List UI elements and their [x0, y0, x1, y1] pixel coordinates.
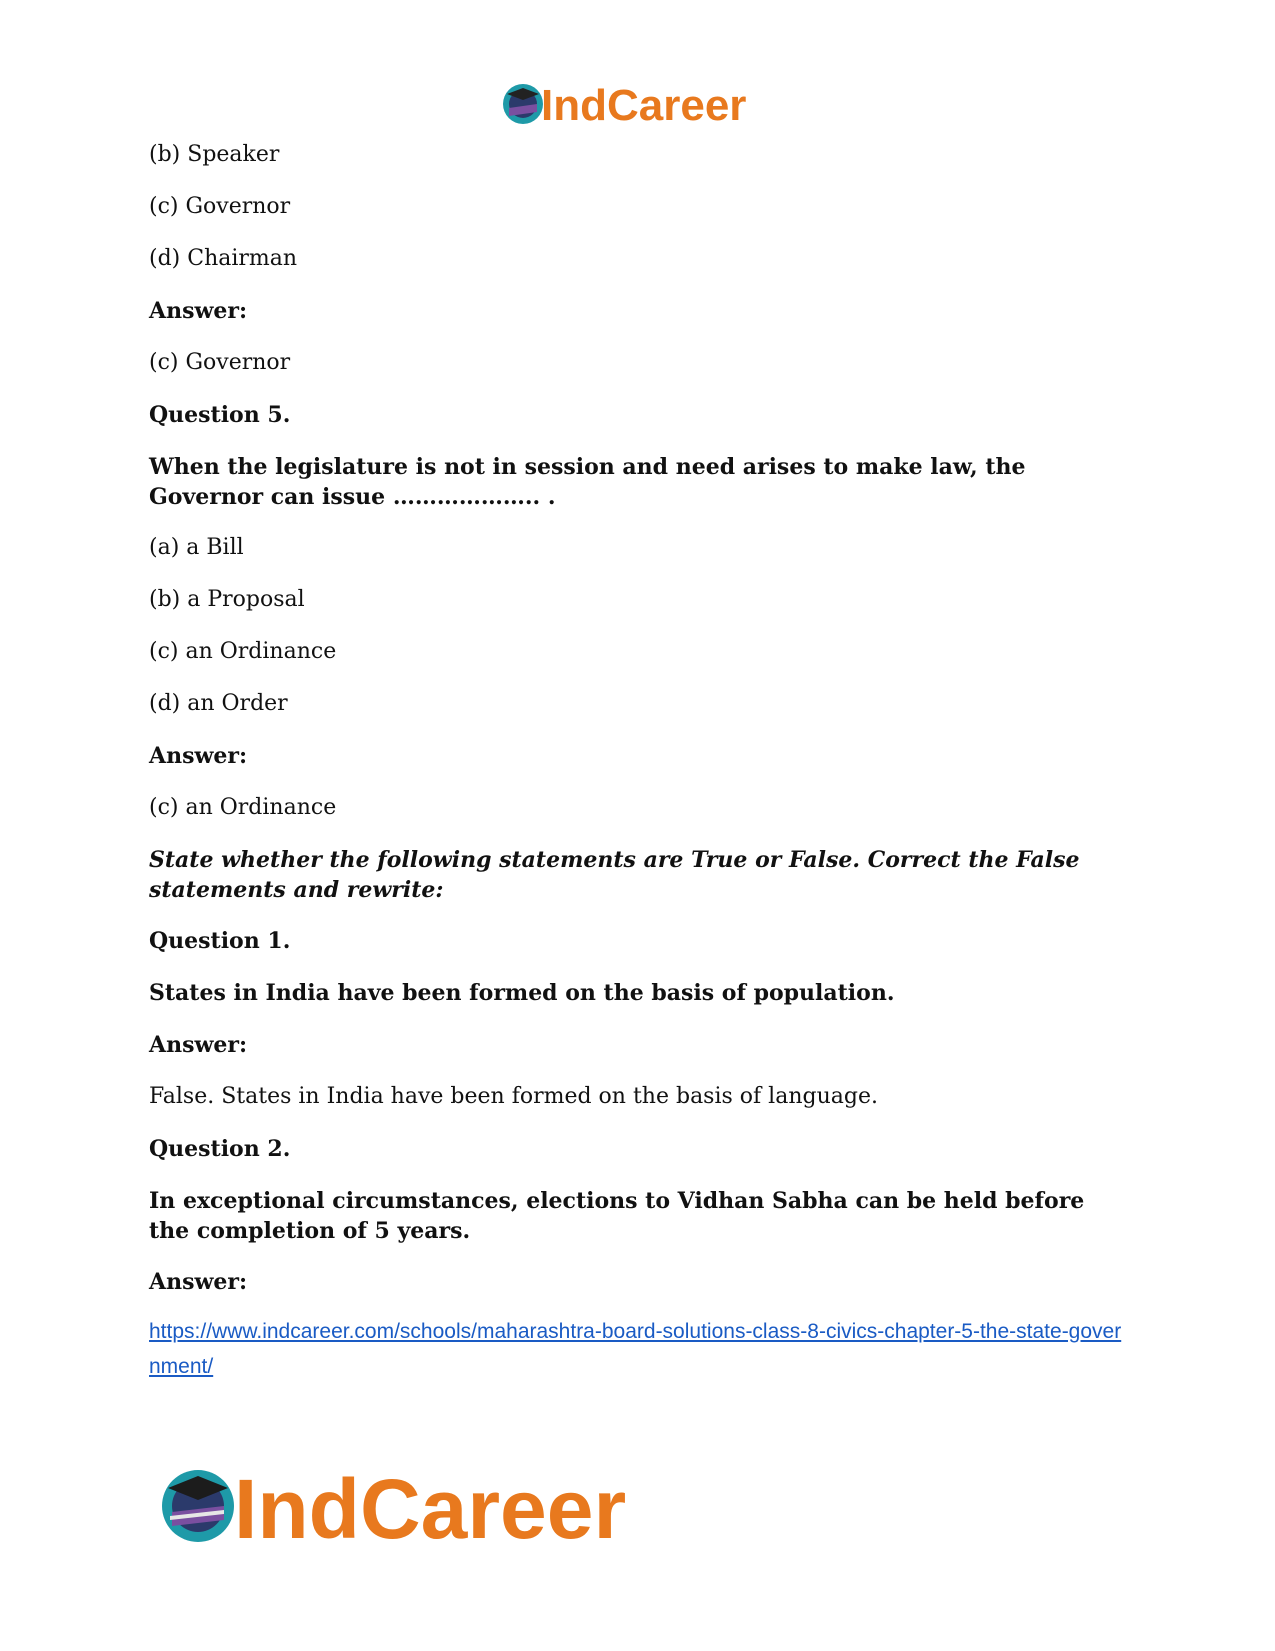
answer-label: Answer: — [149, 1269, 248, 1295]
option-c-ordinance: (c) an Ordinance — [149, 639, 337, 664]
answer-label: Answer: — [149, 298, 248, 324]
answer-text: (c) an Ordinance — [149, 795, 337, 820]
indcareer-logo-top-graphic — [501, 78, 773, 130]
indcareer-logo-top — [501, 78, 773, 130]
option-d-order: (d) an Order — [149, 691, 288, 716]
logo-bottom-wordmark: IndCareer — [234, 1462, 627, 1550]
option-d-chairman: (d) Chairman — [149, 246, 298, 271]
answer-label: Answer: — [149, 743, 248, 769]
option-b-speaker: (b) Speaker — [149, 142, 280, 167]
option-b-proposal: (b) a Proposal — [149, 587, 305, 612]
option-a-bill: (a) a Bill — [149, 535, 244, 560]
question-text: In exceptional circumstances, elections to Vidhan Sabha can be held before the completion of 5 years. — [149, 1188, 1092, 1244]
footer-source-link[interactable]: https://www.indcareer.com/schools/maharashtra-board-solutions-class-8-civics-chapter-5-the-state-government/ — [149, 1320, 1122, 1378]
answer-text: (c) Governor — [149, 350, 291, 375]
option-c-governor: (c) Governor — [149, 194, 291, 219]
indcareer-logo-bottom — [160, 1462, 700, 1550]
question-text: States in India have been formed on the basis of population. — [149, 980, 895, 1006]
answer-text: False. States in India have been formed on the basis of language. — [149, 1084, 878, 1109]
question-heading: Question 1. — [149, 928, 291, 954]
answer-label: Answer: — [149, 1032, 248, 1058]
question-text: When the legislature is not in session and need arises to make law, the Governor can issue ……………….. . — [149, 454, 1034, 510]
question-heading: Question 2. — [149, 1136, 291, 1162]
question-heading: Question 5. — [149, 402, 291, 428]
logo-top-wordmark: IndCareer — [541, 81, 747, 130]
section-instruction: State whether the following statements are True or False. Correct the False statements and rewrite: — [149, 847, 1088, 903]
indcareer-logo-bottom-graphic — [160, 1462, 700, 1550]
